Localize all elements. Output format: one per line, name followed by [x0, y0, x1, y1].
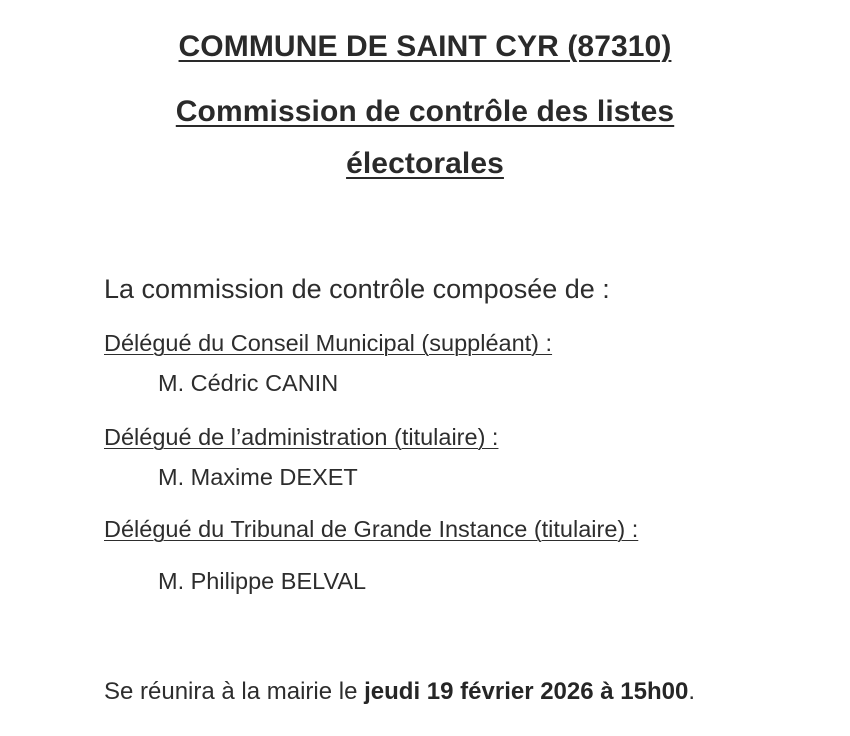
commission-title-line2-text: électorales — [346, 147, 504, 180]
member-name-municipal: M. Cédric CANIN — [158, 370, 339, 396]
meeting-statement — [104, 678, 695, 706]
commune-title — [0, 30, 850, 64]
meeting-suffix: . — [688, 678, 696, 705]
commune-title-text: COMMUNE DE SAINT CYR (87310) — [178, 30, 672, 63]
meeting-prefix: Se réunira à la mairie le — [104, 678, 365, 705]
member-name-administration: M. Maxime DEXET — [158, 464, 358, 490]
commission-title-line2 — [0, 147, 850, 181]
meeting-date-time: jeudi 19 février 2026 à 15h00 — [364, 678, 689, 705]
member-role-tribunal: Délégué du Tribunal de Grande Instance (titulaire) : — [104, 516, 639, 542]
commission-title-line1-text: Commission de contrôle des listes — [175, 95, 675, 128]
member-role-administration: Délégué de l’administration (titulaire) : — [104, 424, 499, 450]
commission-title-line1 — [0, 95, 850, 129]
intro-text: La commission de contrôle composée de : — [104, 274, 610, 304]
member-role-municipal: Délégué du Conseil Municipal (suppléant) : — [104, 330, 553, 356]
member-name-tribunal: M. Philippe BELVAL — [158, 568, 367, 594]
